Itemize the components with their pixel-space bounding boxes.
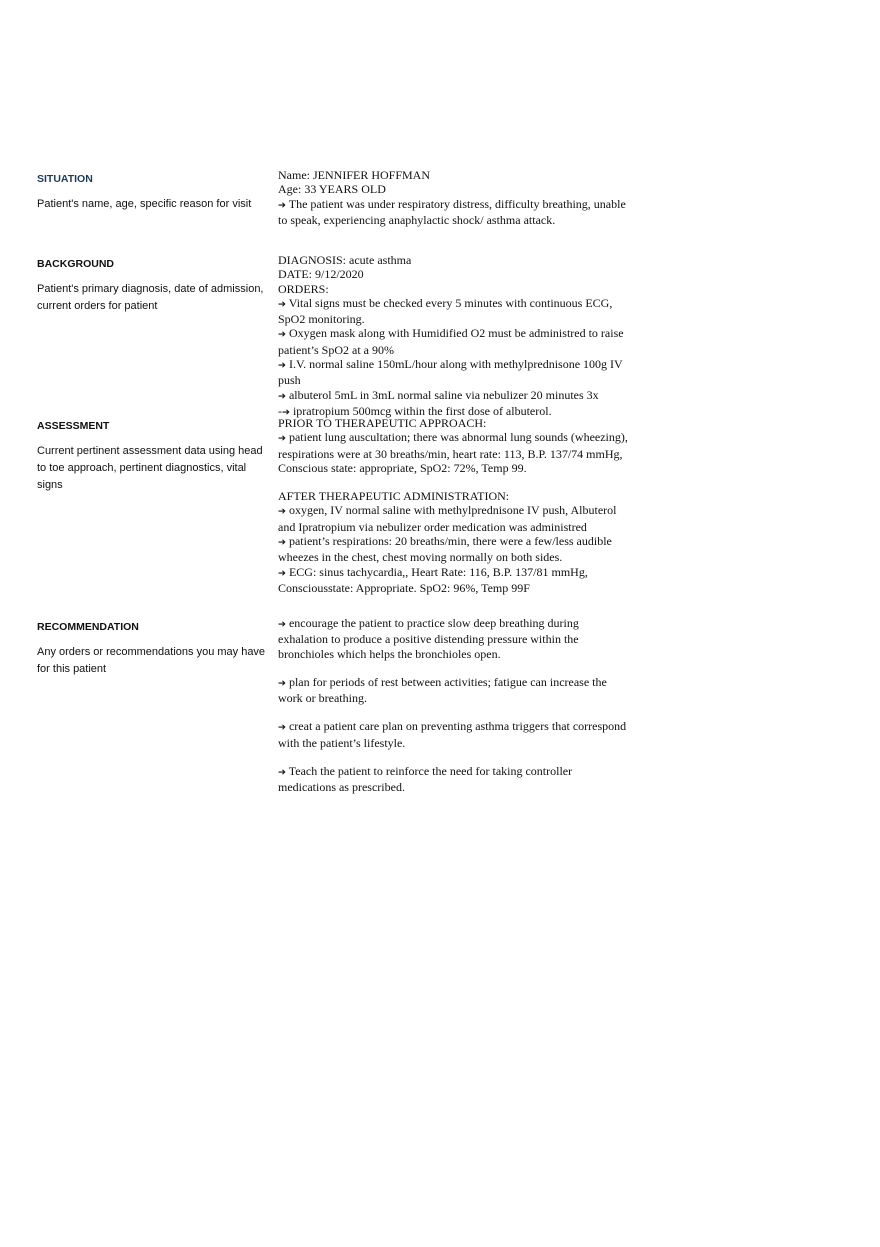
situation-content (278, 168, 630, 227)
assessment-content (278, 416, 630, 595)
orders-label: ORDERS: (278, 281, 329, 296)
recommendation-item: ➔ Teach the patient to reinforce the need for taking controller medications as prescribed. (278, 764, 573, 795)
situation-description: Patient's name, age, specific reason for visit (37, 198, 252, 210)
situation-label-block (37, 172, 269, 213)
right-arrow-icon: ➔ (278, 722, 286, 734)
visit-reason-text: The patient was under respiratory distress, difficulty breathing, unable to speak, experiencing anaphylactic shock/ asthma attack. (278, 196, 626, 227)
right-arrow-icon: ➔ (278, 677, 286, 689)
prior-item: ➔ patient lung auscultation; there was abnormal lung sounds (wheezing), respirations were at 30 breaths/min, heart rate: 113, B.P. 137/74 mmHg, Conscious state: appropriate, SpO2: 72%, Temp 99. (278, 430, 628, 475)
right-arrow-icon: ➔ (278, 360, 286, 372)
recommendation-item: ➔ creat a patient care plan on preventing asthma triggers that correspond with the patient’s lifestyle. (278, 719, 627, 750)
recommendation-label-block (37, 620, 269, 678)
order-item: ➔ Oxygen mask along with Humidified O2 must be administred to raise patient’s SpO2 at a 90% (278, 326, 624, 357)
right-arrow-icon: ➔ (278, 199, 286, 211)
patient-name: Name: JENNIFER HOFFMAN (278, 168, 431, 182)
right-arrow-icon: ➔ (278, 619, 286, 630)
right-arrow-icon: ➔ (278, 329, 286, 341)
recommendation-heading: RECOMMENDATION (37, 621, 139, 633)
background-heading: BACKGROUND (37, 258, 114, 270)
background-description: Patient's primary diagnosis, date of admission, current orders for patient (37, 283, 264, 312)
recommendation-content (278, 616, 630, 795)
after-item: ➔ ECG: sinus tachycardia,, Heart Rate: 116, B.P. 137/81 mmHg, Consciousstate: Appropriate. SpO2: 96%, Temp 99F (278, 564, 588, 595)
order-item: -➔ ipratropium 500mcg within the first dose of albuterol. (278, 403, 552, 418)
right-arrow-icon: ➔ (282, 406, 290, 418)
after-item: ➔ patient’s respirations: 20 breaths/min, there were a few/less audible wheezes in the chest, chest moving normally on both sides. (278, 534, 612, 565)
after-item: ➔ oxygen, IV normal saline with methylprednisone IV push, Albuterol and Ipratropium via nebulizer order medication was administred (278, 503, 617, 534)
order-item: ➔ I.V. normal saline 150mL/hour along with methylprednisone 100g IV push (278, 357, 623, 388)
order-item: ➔ albuterol 5mL in 3mL normal saline via nebulizer 20 minutes 3x (278, 387, 599, 402)
after-label: AFTER THERAPEUTIC ADMINISTRATION: (278, 489, 510, 504)
recommendation-item: ➔ plan for periods of rest between activities; fatigue can increase the work or breathing. (278, 674, 607, 706)
right-arrow-icon: ➔ (278, 506, 286, 518)
background-label-block (37, 257, 269, 315)
diagnosis: DIAGNOSIS: acute asthma (278, 253, 412, 267)
background-content (278, 253, 630, 420)
patient-age: Age: 33 YEARS OLD (278, 182, 386, 197)
assessment-heading: ASSESSMENT (37, 420, 110, 432)
prior-label: PRIOR TO THERAPEUTIC APPROACH: (278, 416, 487, 430)
right-arrow-icon: ➔ (278, 390, 286, 402)
right-arrow-icon: ➔ (278, 433, 286, 445)
visit-reason (278, 197, 630, 228)
recommendation-description: Any orders or recommendations you may have for this patient (37, 646, 266, 675)
order-item: ➔ Vital signs must be checked every 5 minutes with continuous ECG, SpO2 monitoring. (278, 295, 613, 327)
recommendation-item: ➔ encourage the patient to practice slow deep breathing during exhalation to produce a positive distending pressure within the bronchioles which helps the bronchioles open. (278, 616, 579, 661)
right-arrow-icon: ➔ (278, 567, 286, 579)
right-arrow-icon: ➔ (278, 537, 286, 549)
situation-heading: SITUATION (37, 173, 93, 185)
right-arrow-icon: ➔ (278, 767, 286, 779)
right-arrow-icon: ➔ (278, 298, 286, 310)
assessment-description: Current pertinent assessment data using head to toe approach, pertinent diagnostics, vital signs (37, 445, 263, 491)
admission-date: DATE: 9/12/2020 (278, 267, 364, 282)
assessment-label-block (37, 419, 269, 494)
